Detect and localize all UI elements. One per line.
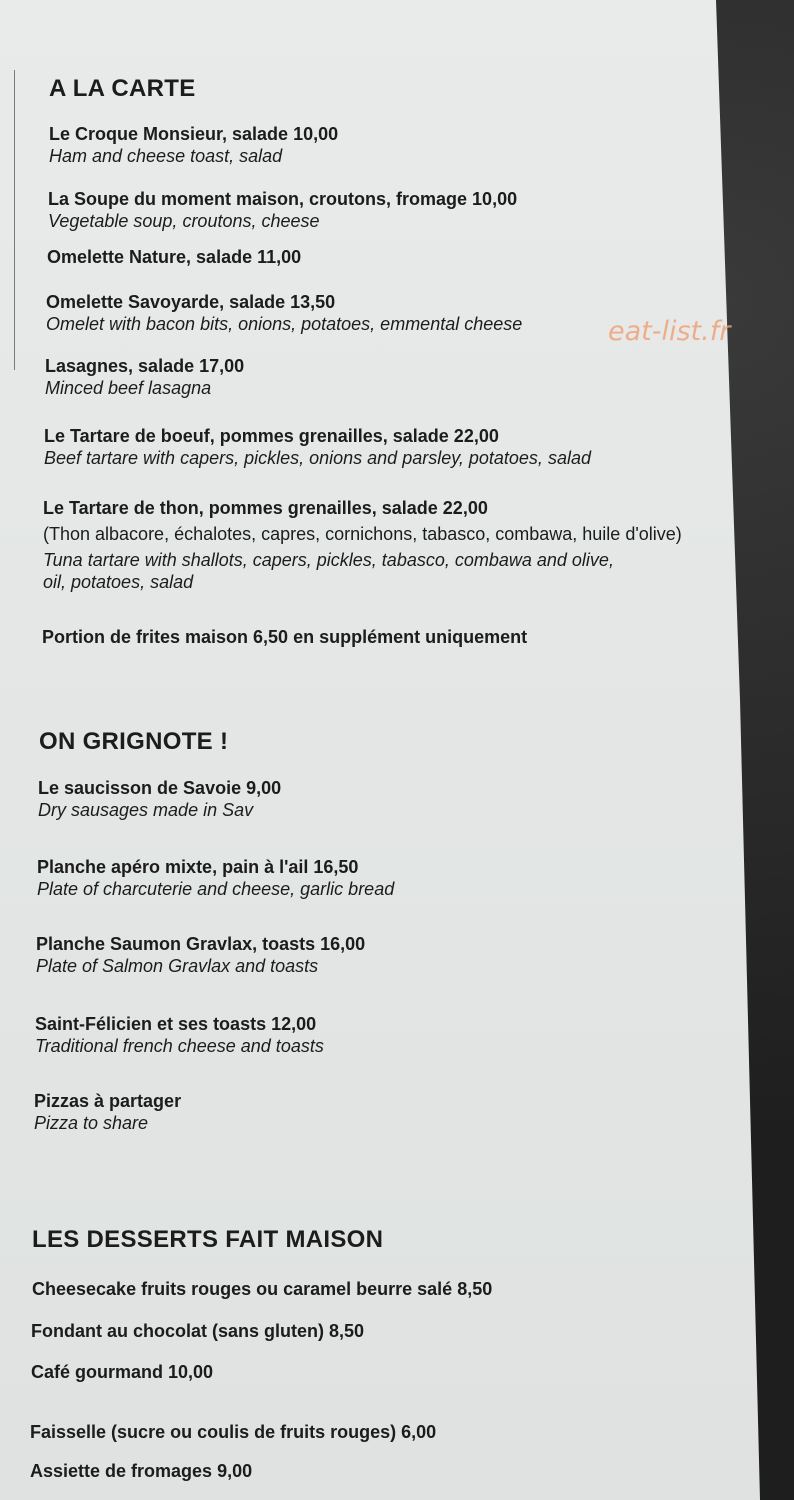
- section-title-desserts: LES DESSERTS FAIT MAISON: [32, 1226, 384, 1253]
- menu-item: [31, 1361, 213, 1383]
- item-translation: Pizza to share: [34, 1113, 149, 1133]
- item-name: Pizzas à partager: [34, 1091, 182, 1111]
- menu-item: [30, 1421, 436, 1443]
- item-translation: Dry sausages made in Sav: [38, 800, 254, 820]
- item-translation: Omelet with bacon bits, onions, potatoes, emmental cheese: [46, 314, 523, 334]
- item-translation: Tuna tartare with shallots, capers, pickles, tabasco, combawa and olive,: [43, 550, 614, 570]
- menu-item: [37, 856, 394, 900]
- menu-item: [30, 1460, 252, 1482]
- menu-item: [44, 425, 591, 469]
- item-translation: Traditional french cheese and toasts: [35, 1036, 324, 1056]
- section-title-a-la-carte: A LA CARTE: [49, 75, 196, 102]
- item-name: Fondant au chocolat (sans gluten) 8,50: [31, 1321, 365, 1341]
- menu-item: [49, 123, 338, 167]
- menu-item: [47, 246, 301, 268]
- menu-item: [45, 355, 244, 399]
- menu-item: [31, 1320, 364, 1342]
- item-name: Cheesecake fruits rouges ou caramel beurre salé 8,50: [32, 1279, 493, 1299]
- watermark-logo: eat-list.fr: [608, 316, 731, 347]
- menu-item: [36, 933, 365, 977]
- item-translation: Minced beef lasagna: [45, 378, 212, 398]
- section-title-on-grignote: ON GRIGNOTE !: [39, 728, 229, 755]
- menu-item: [46, 291, 522, 335]
- item-name: Faisselle (sucre ou coulis de fruits rouges) 6,00: [30, 1422, 437, 1442]
- menu-item: [38, 777, 281, 821]
- item-name: Lasagnes, salade 17,00: [45, 356, 245, 376]
- item-name: Assiette de fromages 9,00: [30, 1461, 253, 1481]
- item-translation: Beef tartare with capers, pickles, onions and parsley, potatoes, salad: [44, 448, 591, 468]
- item-name: Planche apéro mixte, pain à l'ail 16,50: [37, 857, 359, 877]
- item-translation: Plate of charcuterie and cheese, garlic bread: [37, 879, 395, 899]
- item-name: Omelette Savoyarde, salade 13,50: [46, 292, 336, 312]
- menu-item: [42, 626, 527, 648]
- item-ingredients: (Thon albacore, échalotes, capres, cornichons, tabasco, combawa, huile d'olive): [43, 524, 682, 544]
- item-name: Le saucisson de Savoie 9,00: [38, 778, 282, 798]
- item-translation: Ham and cheese toast, salad: [49, 146, 283, 166]
- item-name: Omelette Nature, salade 11,00: [47, 247, 302, 267]
- menu-item: [48, 188, 517, 232]
- item-name: Saint-Félicien et ses toasts 12,00: [35, 1014, 317, 1034]
- item-name: Le Croque Monsieur, salade 10,00: [49, 124, 339, 144]
- item-translation: Vegetable soup, croutons, cheese: [48, 211, 320, 231]
- menu-item: [43, 497, 682, 593]
- item-name: Le Tartare de boeuf, pommes grenailles, salade 22,00: [44, 426, 499, 446]
- item-name: Portion de frites maison 6,50 en supplément uniquement: [42, 627, 528, 647]
- menu-item: [32, 1278, 492, 1300]
- item-translation-cont: oil, potatoes, salad: [43, 572, 194, 592]
- item-translation: Plate of Salmon Gravlax and toasts: [36, 956, 319, 976]
- item-name: Café gourmand 10,00: [31, 1362, 214, 1382]
- item-name: Planche Saumon Gravlax, toasts 16,00: [36, 934, 366, 954]
- menu-item: [35, 1013, 324, 1057]
- item-name: Le Tartare de thon, pommes grenailles, salade 22,00: [43, 498, 488, 518]
- item-name: La Soupe du moment maison, croutons, fromage 10,00: [48, 189, 518, 209]
- menu-item: [34, 1090, 181, 1134]
